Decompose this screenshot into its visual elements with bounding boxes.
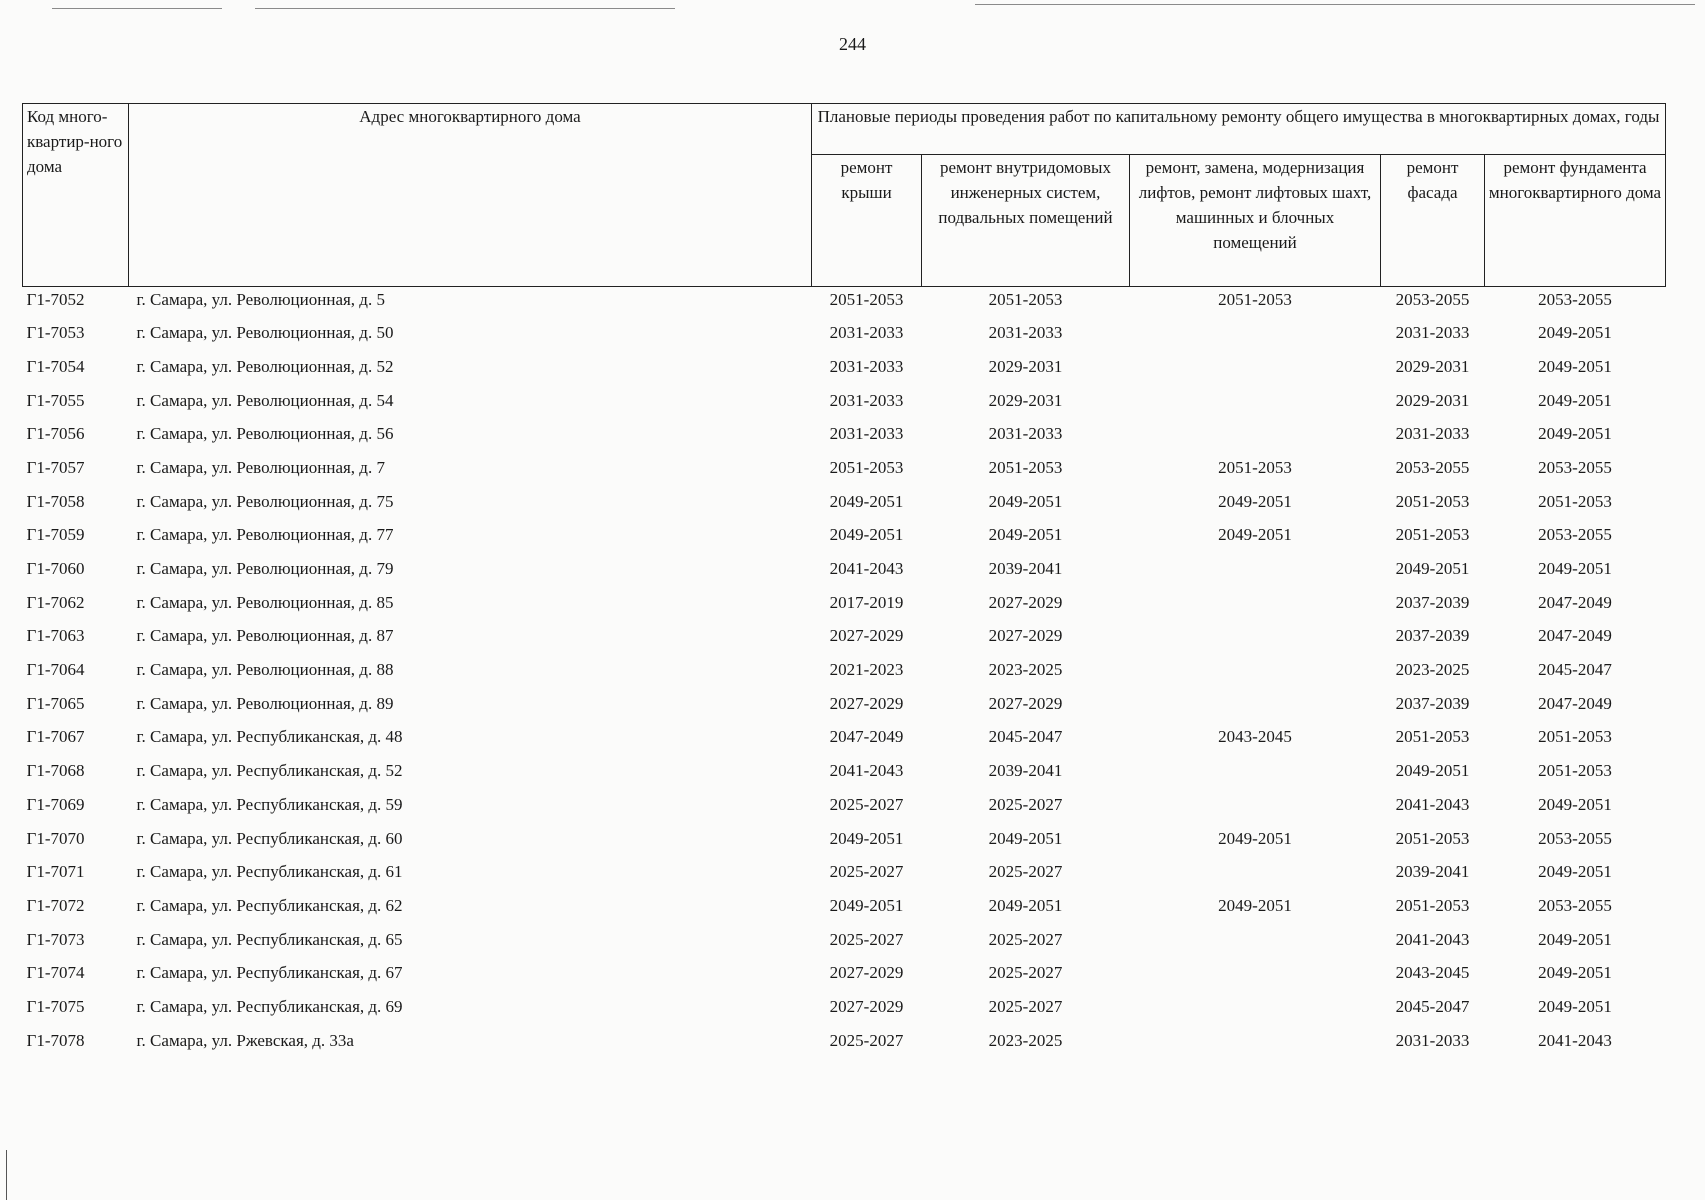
cell-facade: 2049-2051 [1395, 761, 1470, 781]
cell-engineering: 2023-2025 [988, 660, 1063, 680]
cell-engineering: 2049-2051 [988, 895, 1063, 915]
cell-engineering: 2025-2027 [988, 862, 1063, 882]
cell-address: г. Самара, ул. Революционная, д. 7 [136, 457, 385, 477]
header-address: Адрес многоквартирного дома [129, 104, 812, 287]
cell-engineering: 2027-2029 [988, 626, 1063, 646]
cell-facade: 2029-2031 [1395, 356, 1470, 376]
cell-roof: 2031-2033 [829, 424, 904, 444]
cell-facade: 2037-2039 [1395, 626, 1470, 646]
cell-code: Г1-7071 [26, 862, 85, 882]
table-row [23, 455, 1666, 489]
cell-facade: 2043-2045 [1395, 963, 1470, 983]
table-row [23, 859, 1666, 893]
header-facade: ремонт фасада [1381, 155, 1485, 287]
cell-code: Г1-7062 [26, 592, 85, 612]
cell-foundation: 2053-2055 [1538, 290, 1612, 309]
cell-address: г. Самара, ул. Республиканская, д. 67 [136, 963, 403, 983]
cell-engineering: 2031-2033 [988, 424, 1063, 444]
cell-engineering: 2049-2051 [988, 828, 1063, 848]
table-body [23, 287, 1666, 1062]
cell-address: г. Самара, ул. Республиканская, д. 62 [136, 895, 403, 915]
table-row [23, 489, 1666, 523]
cell-foundation: 2049-2051 [1538, 996, 1612, 1016]
cell-code: Г1-7075 [26, 996, 85, 1016]
table-row [23, 994, 1666, 1028]
cell-foundation: 2051-2053 [1538, 727, 1612, 747]
table-row [23, 792, 1666, 826]
scan-line [255, 8, 675, 9]
cell-lifts: 2049-2051 [1218, 525, 1292, 545]
table-row [23, 826, 1666, 860]
cell-engineering: 2039-2041 [988, 559, 1063, 578]
cell-roof: 2027-2029 [829, 693, 904, 713]
cell-facade: 2053-2055 [1395, 457, 1470, 477]
cell-code: Г1-7072 [26, 895, 85, 915]
cell-facade: 2045-2047 [1395, 996, 1470, 1016]
cell-foundation: 2049-2051 [1538, 929, 1612, 949]
cell-lifts: 2049-2051 [1218, 491, 1292, 511]
cell-address: г. Самара, ул. Революционная, д. 75 [136, 491, 394, 511]
cell-code: Г1-7057 [26, 457, 85, 477]
cell-foundation: 2053-2055 [1538, 457, 1612, 477]
cell-code: Г1-7074 [26, 963, 85, 983]
table-row [23, 758, 1666, 792]
table-row [23, 657, 1666, 691]
cell-code: Г1-7054 [26, 356, 85, 376]
cell-roof: 2051-2053 [829, 457, 904, 477]
cell-engineering: 2039-2041 [988, 761, 1063, 781]
header-periods: Плановые периоды проведения работ по капитальному ремонту общего имущества в многоквартирных домах, годы [812, 104, 1666, 155]
cell-roof: 2021-2023 [829, 660, 904, 680]
cell-lifts [1130, 691, 1381, 725]
cell-address: г. Самара, ул. Революционная, д. 89 [136, 693, 394, 713]
cell-lifts: 2049-2051 [1218, 828, 1292, 848]
cell-foundation: 2049-2051 [1538, 862, 1612, 882]
cell-engineering: 2029-2031 [988, 356, 1063, 376]
cell-engineering: 2051-2053 [988, 290, 1063, 309]
table-row [23, 893, 1666, 927]
cell-code: Г1-7070 [26, 828, 85, 848]
cell-foundation: 2053-2055 [1538, 895, 1612, 915]
cell-facade: 2031-2033 [1395, 323, 1470, 343]
cell-lifts: 2049-2051 [1218, 895, 1292, 915]
scan-edge [6, 1150, 7, 1200]
cell-facade: 2051-2053 [1395, 491, 1470, 511]
cell-code: Г1-7063 [26, 626, 85, 646]
cell-foundation: 2051-2053 [1538, 491, 1612, 511]
cell-code: Г1-7060 [26, 559, 85, 578]
cell-address: г. Самара, ул. Республиканская, д. 59 [136, 794, 403, 814]
cell-code: Г1-7078 [26, 1030, 85, 1050]
cell-engineering: 2049-2051 [988, 491, 1063, 511]
cell-roof: 2049-2051 [829, 525, 904, 545]
cell-lifts: 2051-2053 [1218, 457, 1292, 477]
cell-roof: 2041-2043 [829, 761, 904, 781]
cell-address: г. Самара, ул. Республиканская, д. 52 [136, 761, 403, 781]
cell-facade: 2051-2053 [1395, 727, 1470, 747]
cell-roof: 2049-2051 [829, 828, 904, 848]
cell-address: г. Самара, ул. Ржевская, д. 33а [136, 1030, 354, 1050]
header-roof: ремонт крыши [812, 155, 922, 287]
cell-roof: 2027-2029 [829, 626, 904, 646]
cell-roof: 2051-2053 [829, 290, 904, 309]
table-row [23, 522, 1666, 556]
cell-roof: 2025-2027 [829, 929, 904, 949]
table-row [23, 556, 1666, 590]
cell-address: г. Самара, ул. Революционная, д. 79 [136, 559, 394, 578]
cell-engineering: 2045-2047 [988, 727, 1063, 747]
scan-line [975, 4, 1695, 5]
table-row [23, 623, 1666, 657]
cell-engineering: 2029-2031 [988, 390, 1063, 410]
cell-lifts [1130, 623, 1381, 657]
cell-roof: 2047-2049 [829, 727, 904, 747]
cell-roof: 2025-2027 [829, 862, 904, 882]
cell-engineering: 2051-2053 [988, 457, 1063, 477]
cell-facade: 2031-2033 [1395, 1030, 1470, 1050]
header-engineering: ремонт внутридомовых инженерных систем, подвальных помещений [922, 155, 1130, 287]
cell-foundation: 2045-2047 [1538, 660, 1612, 680]
header-code: Код много-квартир-ного дома [23, 104, 129, 287]
cell-foundation: 2049-2051 [1538, 794, 1612, 814]
cell-address: г. Самара, ул. Революционная, д. 77 [136, 525, 394, 545]
cell-code: Г1-7059 [26, 525, 85, 545]
cell-roof: 2041-2043 [829, 559, 904, 578]
cell-foundation: 2047-2049 [1538, 592, 1612, 612]
cell-lifts: 2051-2053 [1218, 290, 1292, 309]
cell-roof: 2017-2019 [829, 592, 904, 612]
cell-foundation: 2049-2051 [1538, 424, 1612, 444]
cell-address: г. Самара, ул. Республиканская, д. 65 [136, 929, 403, 949]
cell-facade: 2053-2055 [1395, 290, 1470, 309]
cell-engineering: 2031-2033 [988, 323, 1063, 343]
cell-code: Г1-7058 [26, 491, 85, 511]
cell-foundation: 2051-2053 [1538, 761, 1612, 781]
cell-lifts [1130, 1028, 1381, 1062]
cell-address: г. Самара, ул. Республиканская, д. 61 [136, 862, 403, 882]
cell-lifts [1130, 960, 1381, 994]
cell-facade: 2029-2031 [1395, 390, 1470, 410]
cell-engineering: 2025-2027 [988, 963, 1063, 983]
cell-lifts [1130, 657, 1381, 691]
cell-engineering: 2023-2025 [988, 1030, 1063, 1050]
header-foundation: ремонт фундамента многоквартирного дома [1485, 155, 1666, 287]
cell-code: Г1-7069 [26, 794, 85, 814]
cell-code: Г1-7053 [26, 323, 85, 343]
cell-address: г. Самара, ул. Республиканская, д. 69 [136, 996, 403, 1016]
cell-engineering: 2025-2027 [988, 794, 1063, 814]
cell-engineering: 2049-2051 [988, 525, 1063, 545]
cell-engineering: 2027-2029 [988, 592, 1063, 612]
cell-address: г. Самара, ул. Революционная, д. 88 [136, 660, 394, 680]
cell-lifts [1130, 994, 1381, 1028]
cell-facade: 2037-2039 [1395, 592, 1470, 612]
cell-lifts [1130, 556, 1381, 590]
cell-roof: 2031-2033 [829, 390, 904, 410]
cell-lifts [1130, 590, 1381, 624]
cell-foundation: 2049-2051 [1538, 559, 1612, 578]
cell-engineering: 2025-2027 [988, 996, 1063, 1016]
cell-facade: 2031-2033 [1395, 424, 1470, 444]
cell-foundation: 2047-2049 [1538, 626, 1612, 646]
cell-roof: 2049-2051 [829, 895, 904, 915]
cell-foundation: 2049-2051 [1538, 963, 1612, 983]
cell-foundation: 2049-2051 [1538, 323, 1612, 343]
cell-facade: 2023-2025 [1395, 660, 1470, 680]
cell-engineering: 2025-2027 [988, 929, 1063, 949]
cell-address: г. Самара, ул. Республиканская, д. 48 [136, 727, 403, 747]
cell-lifts: 2043-2045 [1218, 727, 1292, 747]
cell-address: г. Самара, ул. Революционная, д. 52 [136, 356, 394, 376]
cell-roof: 2025-2027 [829, 794, 904, 814]
cell-lifts [1130, 354, 1381, 388]
cell-facade: 2049-2051 [1395, 559, 1470, 578]
scan-line [52, 8, 222, 9]
cell-address: г. Самара, ул. Революционная, д. 5 [136, 290, 385, 309]
table-row [23, 927, 1666, 961]
cell-facade: 2039-2041 [1395, 862, 1470, 882]
cell-roof: 2031-2033 [829, 323, 904, 343]
cell-foundation: 2047-2049 [1538, 693, 1612, 713]
cell-facade: 2051-2053 [1395, 828, 1470, 848]
cell-engineering: 2027-2029 [988, 693, 1063, 713]
cell-facade: 2051-2053 [1395, 525, 1470, 545]
cell-roof: 2031-2033 [829, 356, 904, 376]
cell-foundation: 2053-2055 [1538, 525, 1612, 545]
cell-address: г. Самара, ул. Революционная, д. 54 [136, 390, 394, 410]
header-lifts: ремонт, замена, модернизация лифтов, ремонт лифтовых шахт, машинных и блочных помещений [1130, 155, 1381, 287]
cell-lifts [1130, 758, 1381, 792]
cell-facade: 2051-2053 [1395, 895, 1470, 915]
cell-code: Г1-7068 [26, 761, 85, 781]
cell-code: Г1-7064 [26, 660, 85, 680]
repair-schedule-table [22, 103, 1666, 1061]
cell-code: Г1-7073 [26, 929, 85, 949]
cell-foundation: 2049-2051 [1538, 390, 1612, 410]
cell-code: Г1-7052 [26, 290, 85, 309]
cell-address: г. Самара, ул. Революционная, д. 87 [136, 626, 394, 646]
cell-address: г. Самара, ул. Революционная, д. 85 [136, 592, 394, 612]
cell-address: г. Самара, ул. Республиканская, д. 60 [136, 828, 403, 848]
cell-roof: 2027-2029 [829, 963, 904, 983]
cell-facade: 2041-2043 [1395, 929, 1470, 949]
cell-lifts [1130, 792, 1381, 826]
cell-code: Г1-7067 [26, 727, 85, 747]
cell-lifts [1130, 320, 1381, 354]
table-row [23, 960, 1666, 994]
cell-lifts [1130, 388, 1381, 422]
table-row [23, 724, 1666, 758]
table-row [23, 1028, 1666, 1062]
table-row [23, 287, 1666, 321]
page-number: 244 [839, 34, 866, 54]
table-row [23, 354, 1666, 388]
cell-address: г. Самара, ул. Революционная, д. 50 [136, 323, 394, 343]
table-row [23, 320, 1666, 354]
table-row [23, 691, 1666, 725]
cell-lifts [1130, 859, 1381, 893]
cell-roof: 2027-2029 [829, 996, 904, 1016]
table-row [23, 421, 1666, 455]
table-row [23, 388, 1666, 422]
cell-facade: 2037-2039 [1395, 693, 1470, 713]
cell-foundation: 2053-2055 [1538, 828, 1612, 848]
cell-code: Г1-7065 [26, 693, 85, 713]
cell-roof: 2049-2051 [829, 491, 904, 511]
cell-code: Г1-7056 [26, 424, 85, 444]
cell-address: г. Самара, ул. Революционная, д. 56 [136, 424, 394, 444]
cell-lifts [1130, 927, 1381, 961]
cell-foundation: 2049-2051 [1538, 356, 1612, 376]
cell-foundation: 2041-2043 [1538, 1030, 1612, 1050]
cell-lifts [1130, 421, 1381, 455]
table-row [23, 590, 1666, 624]
cell-roof: 2025-2027 [829, 1030, 904, 1050]
cell-code: Г1-7055 [26, 390, 85, 410]
cell-facade: 2041-2043 [1395, 794, 1470, 814]
